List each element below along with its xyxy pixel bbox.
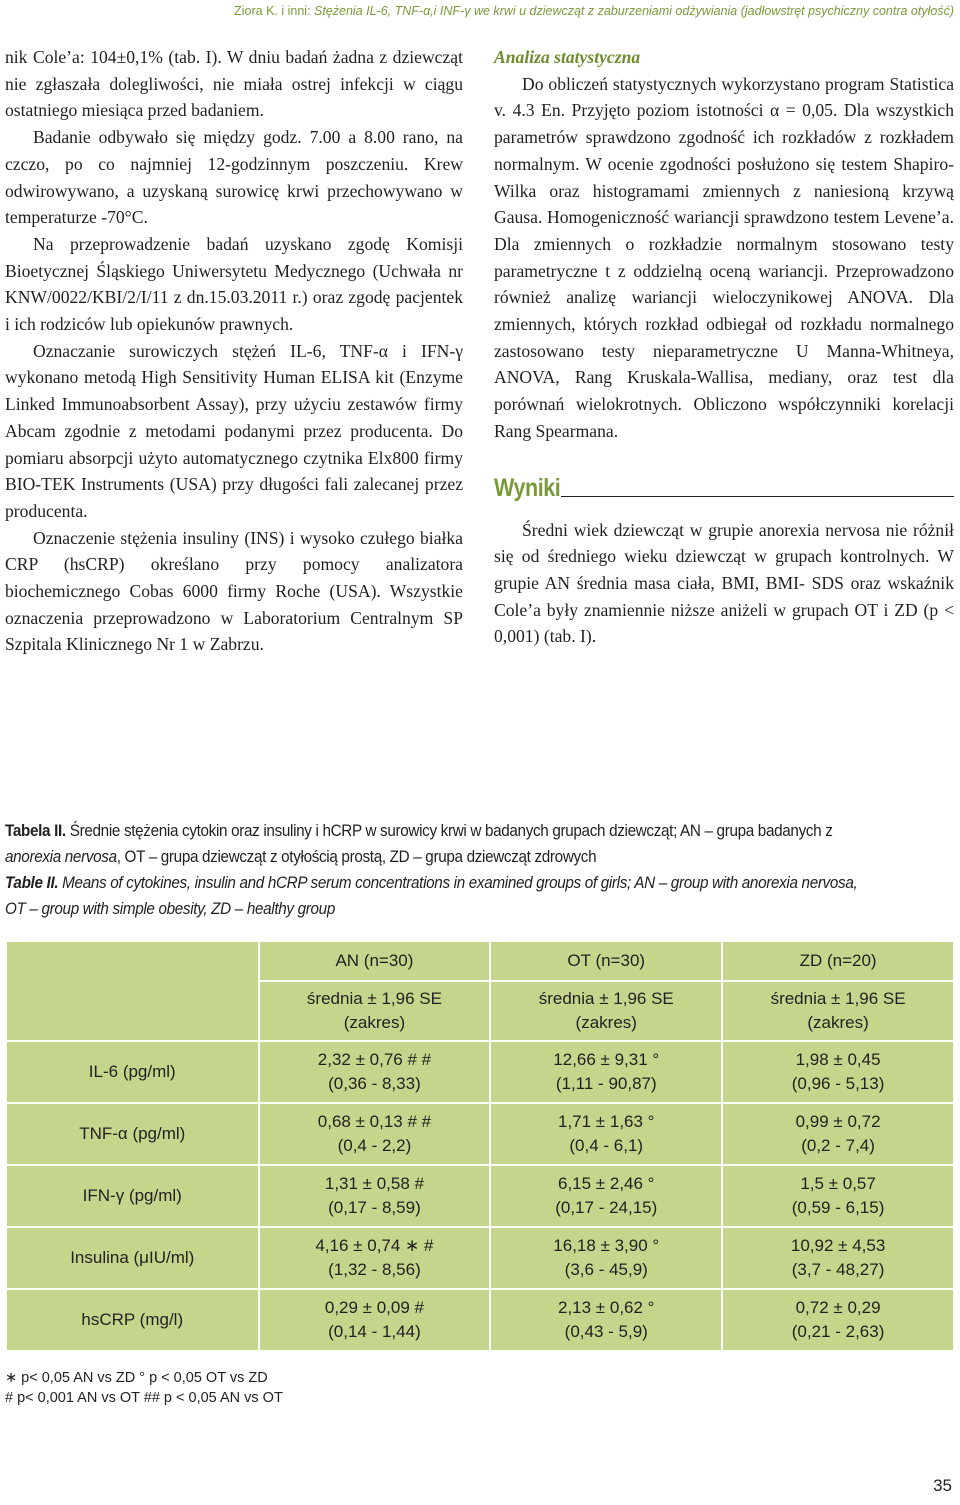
caption-pl-italic: anorexia nervosa [5,848,117,866]
cell-range: (0,21 - 2,63) [791,1322,885,1341]
cell-range: (3,6 - 45,9) [564,1260,648,1279]
left-paragraph: nik Cole’a: 104±0,1% (tab. I). W dniu badań żadna z dziewcząt nie zgłaszała dolegliwości, nie miała ostrej infekcji w ciągu ostatniego miesiąca przed badaniem. [5,47,463,121]
cell-mean: 0,99 ± 0,72 [795,1112,881,1131]
stat-header-line: średnia ± 1,96 SE [770,989,906,1008]
caption-pl-label: Tabela II. [5,822,66,840]
table-cell [490,1227,722,1289]
cell-range: (3,7 - 48,27) [791,1260,885,1279]
table-cell [490,1165,722,1227]
cell-range: (0,4 - 6,1) [569,1136,644,1155]
running-head-title: Stężenia IL-6, TNF-α,i INF-γ we krwi u dziewcząt z zaburzeniami odżywiania (jadłowstręt psychiczny contra otyłość) [314,4,954,18]
table-caption [5,818,861,922]
table-row-ifn [6,1165,954,1227]
table-notes [5,1368,283,1408]
cell-range: (1,32 - 8,56) [328,1260,421,1279]
table-note: # p< 0,001 AN vs OT ## p < 0,05 AN vs OT [5,1390,283,1406]
table-cell [259,1165,491,1227]
cell-mean: 1,71 ± 1,63 ° [558,1112,655,1131]
running-head-authors: Ziora K. i inni: [234,4,315,18]
caption-en-label: Table II. [5,874,59,892]
stat-header-cell [259,981,491,1041]
stat-header-line: (zakres) [807,1013,869,1032]
row-label: Insulina (μIU/ml) [6,1227,259,1289]
table-group-header-row [6,941,954,981]
results-paragraph: Średni wiek dziewcząt w grupie anorexia nervosa nie różnił się od średniego wieku dziewcząt w grupach kontrolnych. W grupie AN średnia masa ciała, BMI, BMI- SDS oraz wskaźnik Cole’a były znamiennie niższe aniżeli w grupach OT i ZD (p < 0,001) (tab. I). [494,519,954,647]
cell-range: (0,4 - 2,2) [337,1136,412,1155]
stats-heading: Analiza statystyczna [494,47,641,67]
stat-header-cell [722,981,954,1041]
row-label: TNF-α (pg/ml) [6,1103,259,1165]
cell-range: (0,96 - 5,13) [791,1074,885,1093]
cell-mean: 10,92 ± 4,53 [790,1236,886,1255]
cell-mean: 1,5 ± 0,57 [800,1174,876,1193]
caption-polish [5,818,861,870]
cell-range: (0,36 - 8,33) [328,1074,421,1093]
cell-range: (0,43 - 5,9) [564,1322,648,1341]
left-paragraph: Na przeprowadzenie badań uzyskano zgodę Komisji Bioetycznej Śląskiego Uniwersytetu Medycznego (Uchwała nr KNW/0022/KBI/2/I/11 z dn.15.03.2011 r.) oraz zgodę pacjentek i ich rodziców lub opiekunów prawnych. [5,233,463,335]
cell-mean: 0,72 ± 0,29 [795,1298,881,1317]
stats-paragraph: Do obliczeń statystycznych wykorzystano program Statistica v. 4.3 En. Przyjęto poziom istotności α = 0,05. Dla wszystkich parametrów sprawdzono zgodność ich rozkładów z rozkładem normalnym. W ocenie zgodności posłużono się testem Shapiro-Wilka oraz histogramami zmiennych z naniesioną krzywą Gausa. Homogeniczność wariancji sprawdzono testem Levene’a. Dla zmiennych o rozkładzie normalnym stosowano testy parametryczne t z oddzielną oceną wariancji. Przeprowadzono również analizę wariancji wieloczynikowej ANOVA. Dla zmiennych, których rozkład odbiegał od rozkładu normalnego zastosowano testy nieparametryczne U Manna-Whitneya, ANOVA, Rang Kruskala-Wallisa, mediany, oraz test dla porównań wielokrotnych. Obliczono współczynniki korelacji Rang Spearmana. [494,73,954,441]
table-cell [722,1165,954,1227]
caption-pl-text: Średnie stężenia cytokin oraz insuliny i hCRP w surowicy krwi w badanych grupach dziewcząt; AN – grupa badanych z [65,822,833,840]
table-cell [259,1041,491,1103]
cell-range: (1,11 - 90,87) [555,1074,657,1093]
cell-mean: 1,98 ± 0,45 [795,1050,881,1069]
cell-mean: 1,31 ± 0,58 # [324,1174,424,1193]
table-row-il6 [6,1041,954,1103]
results-table [5,940,955,1352]
results-heading: Wyniki [494,473,561,502]
caption-en-text: Means of cytokines, insulin and hCRP serum concentrations in examined groups of girls; AN – group with anorexia nervosa, OT – group with simple obesity, ZD – healthy group [5,874,858,918]
table-cell [722,1041,954,1103]
running-head [234,4,954,18]
table-row-hscrp [6,1289,954,1351]
table-cell [490,1041,722,1103]
table-cell [259,1103,491,1165]
caption-english [5,870,861,922]
results-heading-row [494,473,954,503]
left-column [5,44,463,658]
cell-range: (0,59 - 6,15) [791,1198,885,1217]
table-cell [259,1227,491,1289]
group-header-an: AN (n=30) [259,941,491,981]
cell-range: (0,14 - 1,44) [328,1322,421,1341]
table-row-insulin [6,1227,954,1289]
table-cell [490,1289,722,1351]
left-paragraph: Oznaczanie surowiczych stężeń IL-6, TNF-α i IFN-γ wykonano metodą High Sensitivity Human ELISA kit (Enzyme Linked Immunoabsorbent Assay), przy użyciu zestawów firmy Abcam zgodnie z metodami podanymi przez producenta. Do pomiaru absorpcji użyto automatycznego czytnika Elx800 firmy BIO-TEK Instruments (USA) przy długości fali zalecanej przez producenta. [5,340,463,521]
table-cell [490,1103,722,1165]
caption-pl-text-end: , OT – grupa dziewcząt z otyłością prostą, ZD – grupa dziewcząt zdrowych [116,848,597,866]
row-label: IL-6 (pg/ml) [6,1041,259,1103]
cell-range: (0,17 - 8,59) [328,1198,421,1217]
page-number: 35 [933,1476,952,1495]
table-cell [722,1227,954,1289]
table-cell [722,1103,954,1165]
stat-header-line: średnia ± 1,96 SE [538,989,674,1008]
group-header-zd: ZD (n=20) [722,941,954,981]
left-paragraph: Badanie odbywało się między godz. 7.00 a 8.00 rano, na czczo, po co najmniej 12-godzinnym poszczeniu. Krew odwirowywano, a uzyskaną surowicę krwi przechowywano w temperaturze -70°C. [5,127,463,228]
stat-header-line: (zakres) [575,1013,637,1032]
cell-mean: 2,32 ± 0,76 # # [317,1050,432,1069]
row-label: hsCRP (mg/l) [6,1289,259,1351]
cell-mean: 16,18 ± 3,90 ° [553,1236,660,1255]
cell-mean: 0,68 ± 0,13 # # [317,1112,432,1131]
right-column [494,44,954,650]
heading-rule [561,496,954,497]
cell-mean: 6,15 ± 2,46 ° [558,1174,655,1193]
table-note: ∗ p< 0,05 AN vs ZD ° p < 0,05 OT vs ZD [5,1370,268,1386]
cell-mean: 2,13 ± 0,62 ° [558,1298,655,1317]
table-corner-cell [6,941,259,1041]
group-header-ot: OT (n=30) [490,941,722,981]
cell-mean: 4,16 ± 0,74 ∗ # [315,1236,434,1255]
table-cell [259,1289,491,1351]
stat-header-line: średnia ± 1,96 SE [306,989,442,1008]
table-row-tnf [6,1103,954,1165]
stat-header-cell [490,981,722,1041]
row-label: IFN-γ (pg/ml) [6,1165,259,1227]
cell-mean: 0,29 ± 0,09 # [324,1298,424,1317]
cell-mean: 12,66 ± 9,31 ° [553,1050,660,1069]
cell-range: (0,2 - 7,4) [801,1136,875,1155]
left-paragraph: Oznaczenie stężenia insuliny (INS) i wysoko czułego białka CRP (hsCRP) określano przy pomocy analizatora biochemicznego Cobas 6000 firmy Roche (USA). Wszystkie oznaczenia przeprowadzono w Laboratorium Centralnym SP Szpitala Klinicznego Nr 1 w Zabrzu. [5,527,463,655]
stat-header-line: (zakres) [343,1013,406,1032]
cell-range: (0,17 - 24,15) [555,1198,658,1217]
table-cell [722,1289,954,1351]
